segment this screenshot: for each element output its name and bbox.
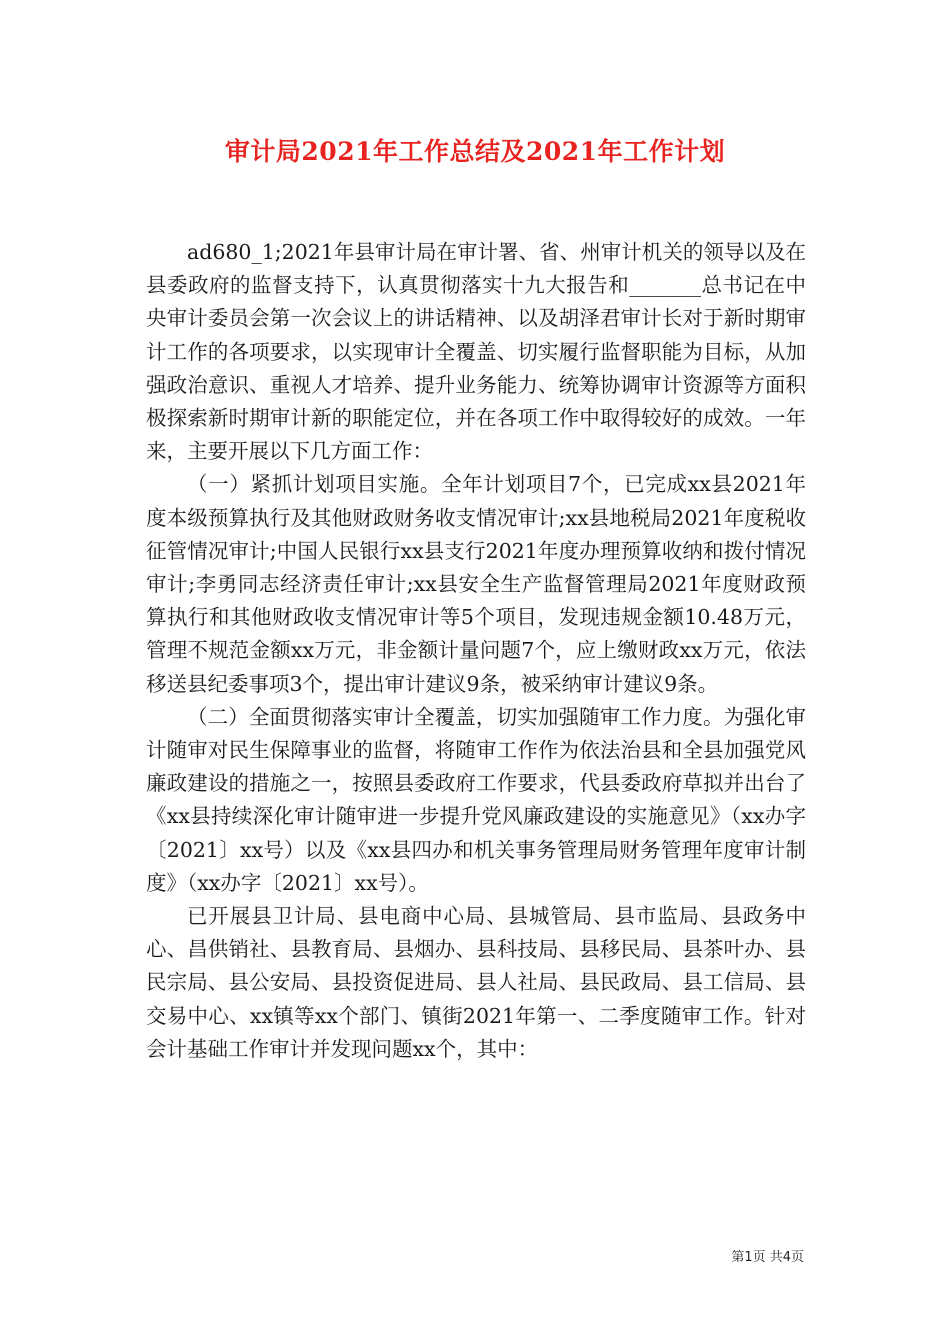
document-title: 审计局2021年工作总结及2021年工作计划 — [224, 137, 726, 166]
page-number-footer: 第1页 共4页 — [731, 1250, 804, 1265]
paragraph-section-2: （二）全面贯彻落实审计全覆盖，切实加强随审工作力度。为强化审计随审对民生保障事业的监督，将随审工作作为依法治县和全县加强党风廉政建设的措施之一，按照县委政府工作要求，代县委政府草拟并出台了《xx县持续深化审计随审进一步提升党风廉政建设的实施意见》（xx办字〔2021〕xx号）以及《xx县四办和机关事务管理局财务管理年度审计制度》（xx办字〔2021〕xx号）。 — [146, 704, 806, 895]
document-body — [146, 236, 806, 1066]
paragraph-section-2-detail: 已开展县卫计局、县电商中心局、县城管局、县市监局、县政务中心、昌供销社、县教育局、县烟办、县科技局、县移民局、县茶叶办、县民宗局、县公安局、县投资促进局、县人社局、县民政局、县工信局、县交易中心、xx镇等xx个部门、镇街2021年第一、二季度随审工作。针对会计基础工作审计并发现问题xx个，其中： — [146, 904, 806, 1061]
paragraph-intro: ad680_1;2021年县审计局在审计署、省、州审计机关的领导以及在县委政府的监督支持下，认真贯彻落实十九大报告和_______总书记在中央审计委员会第一次会议上的讲话精神、以及胡泽君审计长对于新时期审计工作的各项要求，以实现审计全覆盖、切实履行监督职能为目标，从加强政治意识、重视人才培养、提升业务能力、统筹协调审计资源等方面积极探索新时期审计新的职能定位，并在各项工作中取得较好的成效。一年来，主要开展以下几方面工作： — [146, 240, 806, 464]
paragraph-section-1: （一）紧抓计划项目实施。全年计划项目7个，已完成xx县2021年度本级预算执行及其他财政财务收支情况审计;xx县地税局2021年度税收征管情况审计;中国人民银行xx县支行2021年度办理预算收纳和拨付情况审计;李勇同志经济责任审计;xx县安全生产监督管理局2021年度财政预算执行和其他财政收支情况审计等5个项目，发现违规金额10.48万元，管理不规范金额xx万元，非金额计量问题7个，应上缴财政xx万元，依法移送县纪委事项3个，提出审计建议9条，被采纳审计建议9条。 — [146, 472, 806, 696]
